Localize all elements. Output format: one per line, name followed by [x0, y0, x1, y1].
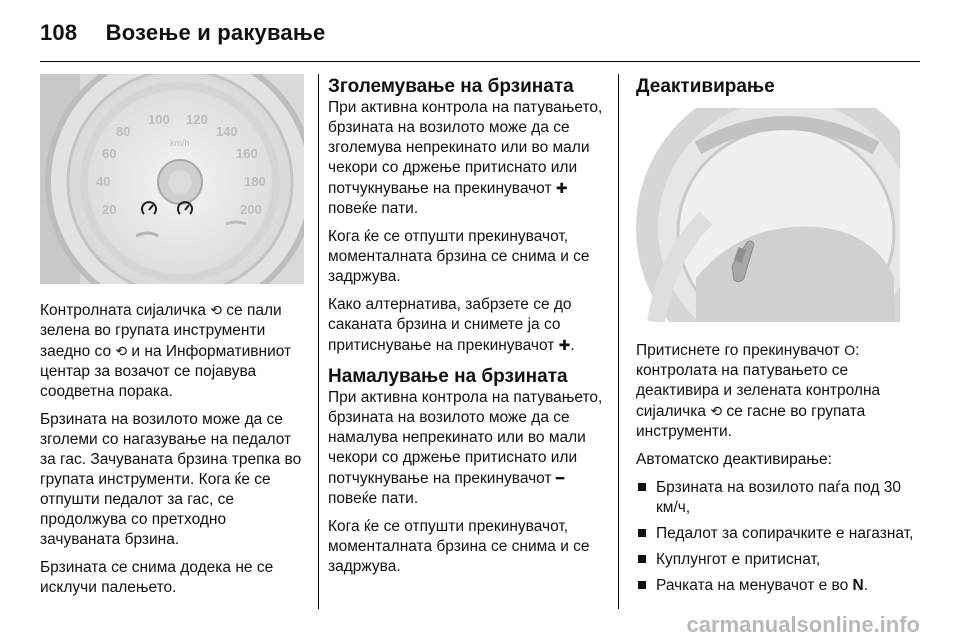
gauge-label-200: 200 — [240, 202, 262, 217]
minus-icon: ━ — [555, 470, 565, 486]
column-divider-2 — [618, 74, 619, 609]
heading-decrease-speed: Намалување на брзината — [328, 366, 568, 387]
cruise-control-icon: ⟲ — [710, 403, 723, 419]
deactivation-p1-text-c: се гасне во групата инструменти. — [636, 403, 866, 440]
auto-deactivation-list — [636, 478, 920, 596]
decrease-p1-text: При активна контрола на патувањето, брзината на возилото може да се намалува непрекинато или во мали чекори со држење притиснато или потчукнување на прекинувачот — [328, 389, 603, 487]
plus-icon: ✚ — [558, 337, 571, 353]
col1-p1-text-b: се пали зелена во групата инструменти заедно со — [40, 302, 282, 360]
increase-paragraph-3 — [328, 295, 606, 356]
gauge-unit: km/h — [170, 138, 190, 148]
increase-p3-text: Како алтернатива, забрзете се до сакaната брзина и снимете ја со притиснување на прекинувачот — [328, 296, 572, 354]
gauge-label-100: 100 — [148, 112, 170, 127]
speedometer-illustration — [40, 74, 304, 284]
increase-p1-end: повеќе пати. — [328, 200, 419, 217]
increase-paragraph-2: Кога ќе се отпушти прекинувачот, моменталната брзина се снима и се задржува. — [328, 228, 590, 285]
list-item: Брзината на возилото паѓа под 30 км/ч, — [636, 478, 920, 518]
list-item: Куплунгот е притиснат, — [636, 550, 920, 570]
deactivation-p1-text-a: Притиснете го прекинувачот — [636, 342, 840, 359]
heading-deactivation: Деактивирање — [636, 76, 775, 97]
heading-increase-speed: Зголемување на брзината — [328, 76, 574, 97]
column-right — [636, 76, 920, 602]
header-rule — [40, 61, 920, 62]
deactivation-p1-text-b: : контролата на патувањето се деактивира и зелената контролна сијаличка — [636, 342, 881, 420]
list-item — [636, 576, 920, 596]
col1-p1-text-a: Контролната сијаличка — [40, 302, 211, 319]
cancel-button-icon: O — [844, 342, 856, 358]
col1-p1-text-c: и на Информативниот центар за возачот се појавува соодветна порака. — [40, 343, 292, 400]
gauge-label-60: 60 — [102, 146, 117, 161]
column-left — [40, 74, 308, 606]
increase-p3-end: . — [570, 337, 575, 354]
deactivation-paragraph-2: Автоматско деактивирање: — [636, 451, 832, 468]
gauge-label-20: 20 — [102, 202, 117, 217]
cruise-control-icon: ⟲ — [115, 343, 128, 359]
gauge-label-40: 40 — [96, 174, 111, 189]
watermark: carmanualsonline.info — [686, 612, 920, 637]
gauge-label-160: 160 — [236, 146, 258, 161]
list-item-text: Рачката на менувачот е во — [656, 577, 849, 594]
gauge-label-180: 180 — [244, 174, 266, 189]
neutral-gear-label: N — [852, 577, 864, 594]
page-number: 108 — [40, 20, 78, 45]
decrease-paragraph-2: Кога ќе се отпушти прекинувачот, моменталната брзина се снима и се задржува. — [328, 518, 590, 575]
decrease-p1-end: повеќе пати. — [328, 490, 419, 507]
cruise-control-icon: ⟲ — [210, 302, 222, 318]
list-item: Педалот за сопирачките е нагазнат, — [636, 524, 920, 544]
steering-wheel-illustration — [636, 108, 900, 322]
gauge-label-80: 80 — [116, 124, 131, 139]
increase-p1-text: При активна контрола на патувањето, брзината на возилото може да се зголемува непрекинато или во мали чекори со држење притиснато или потчукнување на прекинувачот — [328, 99, 603, 197]
column-middle — [328, 76, 606, 585]
col1-paragraph-2: Брзината на возилото може да се зголеми со нагазување на педалот за гас. Зачуваната брзина трепка во групата инструменти. Кога ќе се отпушти педалот за гас, се продолжува со претходно зачуваната брзина. — [40, 411, 302, 548]
column-divider-1 — [318, 74, 319, 609]
deactivation-paragraph-1 — [636, 340, 920, 442]
col1-paragraph-3: Брзината се снима додека не се исклучи палењето. — [40, 559, 274, 596]
page-header — [40, 20, 325, 46]
increase-paragraph-1 — [328, 98, 606, 219]
gauge-label-140: 140 — [216, 124, 238, 139]
col1-paragraph-1 — [40, 300, 308, 402]
decrease-paragraph-1 — [328, 388, 606, 509]
list-item-end: . — [863, 577, 869, 594]
gauge-label-120: 120 — [186, 112, 208, 127]
plus-icon: ✚ — [555, 180, 568, 196]
page-title: Возење и ракување — [105, 20, 326, 45]
